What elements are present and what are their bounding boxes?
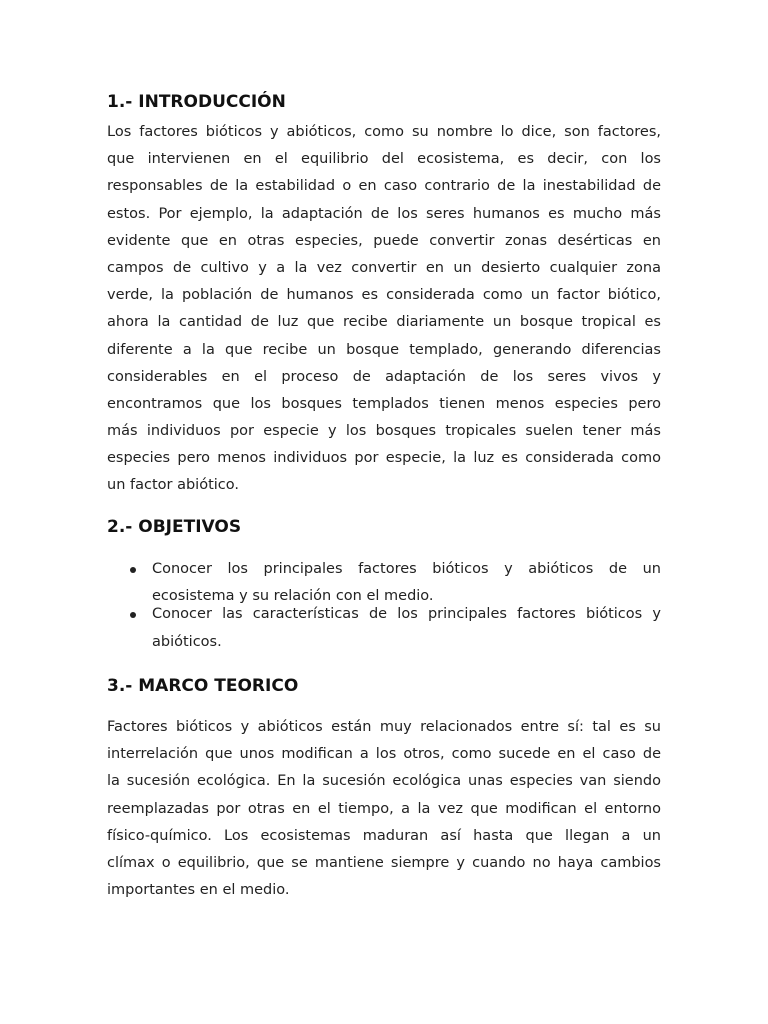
section-heading-marco-teorico: 3.- MARCO TEORICO	[107, 676, 299, 696]
paragraph-line: evidente que en otras especies, puede convertir zonas desérticas en	[107, 232, 661, 249]
paragraph-line: interrelación que unos modifican a los otros, como sucede en el caso de	[107, 746, 661, 763]
list-item	[107, 601, 661, 655]
paragraph-line: la sucesión ecológica. En la sucesión ecológica unas especies van siendo	[107, 773, 661, 790]
paragraph-line: importantes en el medio.	[107, 882, 290, 899]
paragraph-line: reemplazadas por otras en el tiempo, a la vez que modifican el entorno	[107, 800, 661, 817]
paragraph-line: ahora la cantidad de luz que recibe diariamente un bosque tropical es	[107, 314, 661, 331]
paragraph-line: estos. Por ejemplo, la adaptación de los seres humanos es mucho más	[107, 205, 661, 222]
paragraph-line: campos de cultivo y a la vez convertir en un desierto cualquier zona	[107, 259, 661, 276]
paragraph-line: considerables en el proceso de adaptación de los seres vivos y	[107, 368, 661, 385]
paragraph-line: que intervienen en el equilibrio del ecosistema, es decir, con los	[107, 151, 661, 168]
paragraph-line: Los factores bióticos y abióticos, como su nombre lo dice, son factores,	[107, 124, 661, 140]
list-item-line: abióticos.	[152, 633, 222, 650]
section-heading-objetivos: 2.- OBJETIVOS	[107, 517, 242, 537]
section-heading-introduccion: 1.- INTRODUCCIÓN	[107, 92, 286, 112]
paragraph-line: más individuos por especie y los bosques tropicales suelen tener más	[107, 423, 661, 440]
paragraph-line: un factor abiótico.	[107, 477, 239, 494]
paragraph-line: especies pero menos individuos por especie, la luz es considerada como	[107, 450, 661, 467]
paragraph-line: clímax o equilibrio, que se mantiene siempre y cuando no haya cambios	[107, 854, 661, 871]
paragraph-line: responsables de la estabilidad o en caso contrario de la inestabilidad de	[107, 178, 661, 195]
list-item-line: Conocer los principales factores bióticos y abióticos de un	[152, 561, 661, 577]
paragraph-line: físico-químico. Los ecosistemas maduran así hasta que llegan a un	[107, 827, 661, 844]
paragraph-line: verde, la población de humanos es considerada como un factor biótico,	[107, 287, 661, 304]
list-item-line: ecosistema y su relación con el medio.	[152, 588, 434, 605]
paragraph-line: diferente a la que recibe un bosque templado, generando diferencias	[107, 341, 661, 358]
introduccion-paragraph	[107, 119, 661, 500]
bullet-icon	[130, 567, 136, 573]
list-item-line: Conocer las características de los principales factores bióticos y	[152, 606, 661, 623]
paragraph-line: Factores bióticos y abióticos están muy relacionados entre sí: tal es su	[107, 719, 661, 735]
paragraph-line: encontramos que los bosques templados tienen menos especies pero	[107, 395, 661, 412]
marco-teorico-paragraph	[107, 714, 661, 904]
bullet-icon	[130, 612, 136, 618]
objetivos-list	[107, 556, 661, 650]
